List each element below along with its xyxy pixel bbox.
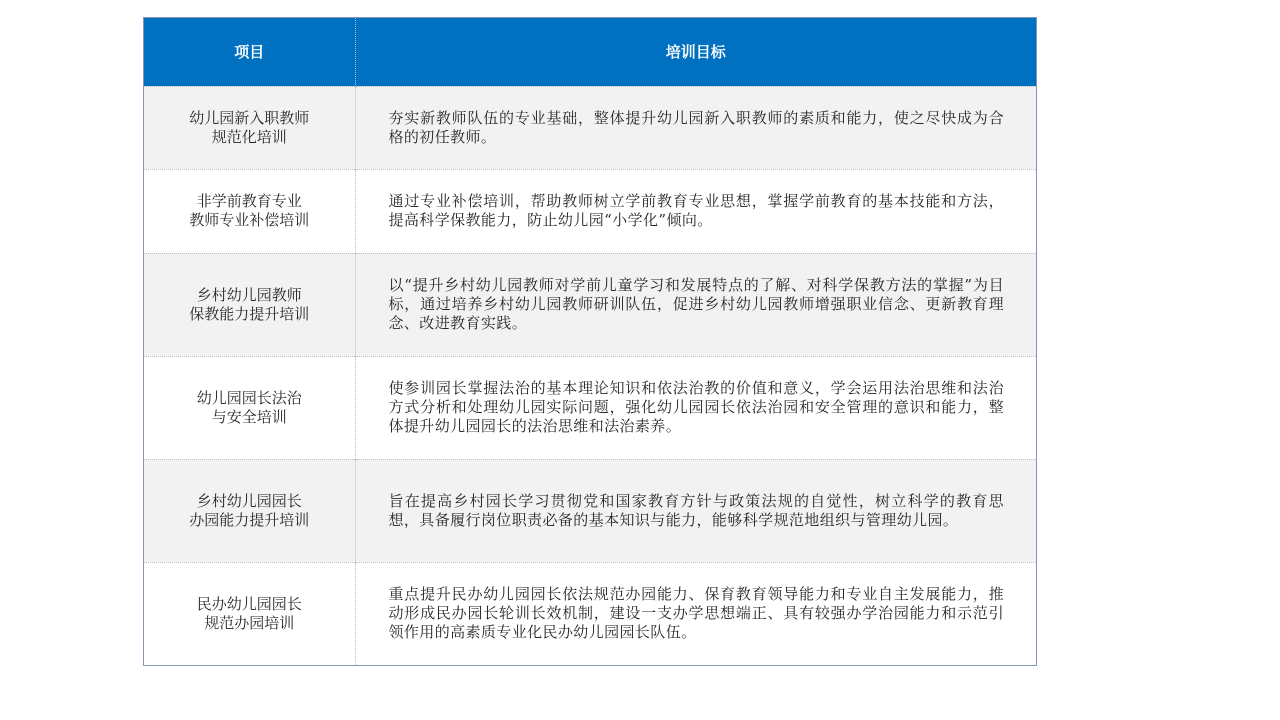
row-project-name: 乡村幼儿园教师 保教能力提升培训 xyxy=(144,253,355,356)
row-goal: 使参训园长掌握法治的基本理论知识和依法治教的价值和意义，学会运用法治思维和法治方式分析和处理幼儿园实际问题，强化幼儿园园长依法治园和安全管理的意识和能力，整体提升幼儿园园长的法治思维和法治素养。 xyxy=(355,356,1036,459)
row-project-name: 民办幼儿园园长 规范办园培训 xyxy=(144,562,355,665)
row-project-name: 幼儿园新入职教师 规范化培训 xyxy=(144,86,355,169)
header-goal: 培训目标 xyxy=(665,43,726,62)
row-goal: 旨在提高乡村园长学习贯彻党和国家教育方针与政策法规的自觉性，树立科学的教育思想，具备履行岗位职责必备的基本知识与能力，能够科学规范地组织与管理幼儿园。 xyxy=(355,459,1036,562)
table-row xyxy=(144,86,1036,169)
header-project: 项目 xyxy=(144,18,355,86)
row-goal: 重点提升民办幼儿园园长依法规范办园能力、保育教育领导能力和专业自主发展能力，推动形成民办园长轮训长效机制，建设一支办学思想端正、具有较强办学治园能力和示范引领作用的高素质专业化民办幼儿园园长队伍。 xyxy=(355,562,1036,665)
table-row xyxy=(144,169,1036,253)
row-project-name: 非学前教育专业 教师专业补偿培训 xyxy=(144,169,355,253)
row-goal: 以“提升乡村幼儿园教师对学前儿童学习和发展特点的了解、对科学保教方法的掌握”为目标，通过培养乡村幼儿园教师研训队伍，促进乡村幼儿园教师增强职业信念、更新教育理念、改进教育实践。 xyxy=(355,253,1036,356)
row-goal: 夯实新教师队伍的专业基础，整体提升幼儿园新入职教师的素质和能力，使之尽快成为合格的初任教师。 xyxy=(355,86,1036,169)
training-table xyxy=(144,18,1036,665)
table-row xyxy=(144,253,1036,356)
row-project-name: 幼儿园园长法治 与安全培训 xyxy=(144,356,355,459)
table-header-row xyxy=(144,18,1036,86)
row-goal: 通过专业补偿培训，帮助教师树立学前教育专业思想，掌握学前教育的基本技能和方法，提高科学保教能力，防止幼儿园“小学化”倾向。 xyxy=(355,169,1036,253)
training-table-container xyxy=(143,17,1037,666)
table-row xyxy=(144,356,1036,459)
row-project-name: 乡村幼儿园园长 办园能力提升培训 xyxy=(144,459,355,562)
table-row xyxy=(144,562,1036,665)
table-row xyxy=(144,459,1036,562)
